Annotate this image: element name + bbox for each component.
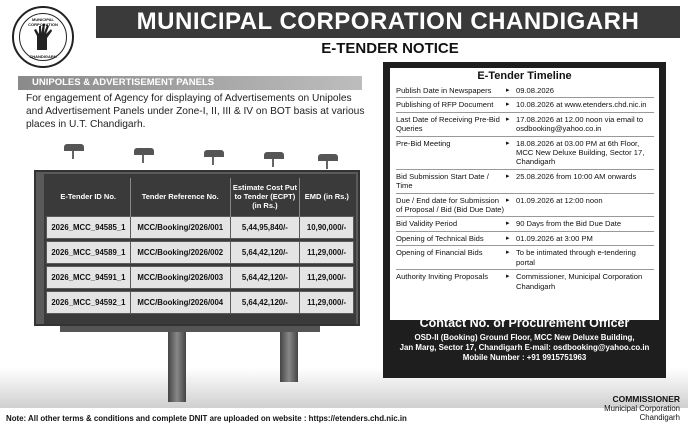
col-reference: Tender Reference No. [130,178,230,216]
timeline-value: ▸ 01.09.2026 at 3:00 PM [506,234,654,243]
timeline-label: Bid Validity Period [396,219,458,229]
lamp-icon [318,154,338,161]
lamp-icon [64,144,84,151]
cell-reference: MCC/Booking/2026/003 [130,266,230,288]
table-row [47,216,354,238]
timeline-label: Opening of Technical Bids [396,233,484,243]
cell-ecpt: 5,64,42,120/- [230,266,300,288]
cell-emd: 11,29,000/- [300,266,354,288]
page-title: MUNICIPAL CORPORATION CHANDIGARH [136,8,640,35]
lamp-arm [142,154,144,163]
timeline-label: Last Date of Receiving Pre-Bid Queries [396,114,500,134]
cell-emd: 10,90,000/- [300,216,354,238]
timeline-row [396,112,654,136]
timeline-label: Bid Submission Start Date / Time [396,171,489,191]
billboard-pole [280,332,298,382]
signatory-title: COMMISSIONER [612,394,680,404]
timeline-list [396,84,654,293]
logo-text-top: MUNICIPAL CORPORATION [28,17,58,27]
lamp-icon [264,152,284,159]
timeline-value: ▸ 25.08.2026 from 10:00 AM onwards [506,172,654,191]
cell-tender-id: 2026_MCC_94592_1 [47,291,131,313]
timeline-label: Due / End date for Submission of Proposal / Bid (Bid Due Date) [396,195,505,215]
tender-table-header [47,178,354,216]
timeline-value: ▸ 17.08.2026 at 12.00 noon via email to osdbooking@yahoo.co.in [506,115,654,134]
timeline-row [396,169,654,193]
timeline-row [396,269,654,293]
col-tender-id: E-Tender ID No. [47,178,131,216]
cell-ecpt: 5,64,42,120/- [230,291,300,313]
billboard-pole [168,332,186,402]
col-emd: EMD (in Rs.) [304,192,349,202]
intro-paragraph: For engagement of Agency for displaying of Advertisements on Unipoles and Advertisement Panels under Zone-I, II, III & IV on BOT basis at various places in U.T. Chandigarh. [26,93,365,130]
mcc-logo [12,6,74,68]
lamp-arm [72,150,74,159]
table-row [47,291,354,313]
timeline-value: ▸ To be intimated through e-tendering portal [506,248,654,267]
timeline-label: Authority Inviting Proposals [396,272,489,282]
timeline-value: ▸ 01.09.2026 at 12:00 noon [506,196,654,215]
cell-reference: MCC/Booking/2026/001 [130,216,230,238]
lamp-arm [326,160,328,169]
tender-table [46,178,354,314]
timeline-row [396,245,654,269]
cell-ecpt: 5,64,42,120/- [230,241,300,263]
timeline-row [396,193,654,217]
timeline-value: ▸ 10.08.2026 at www.etenders.chd.nic.in [506,100,654,109]
contact-title: Contact No. of Procurement Officer [419,316,630,330]
timeline-value: ▸ Commissioner, Municipal Corporation Chandigarh [506,272,654,291]
timeline-label: Publishing of RFP Document [396,100,494,110]
timeline-value: ▸ 18.08.2026 at 03.00 PM at 6th Floor, MCC New Deluxe Building, Sector 17, Chandigarh [506,139,654,167]
col-ecpt: Estimate Cost Put to Tender (ECPT) (in Rs.) [230,178,300,216]
contact-phone: Mobile Number : +91 9915751963 [462,353,587,362]
cell-emd: 11,29,000/- [300,291,354,313]
timeline-value: ▸ 09.08.2026 [506,86,654,95]
notice-subtitle: E-TENDER NOTICE [321,40,459,57]
contact-line: OSD-II (Booking) Ground Floor, MCC New Deluxe Building, [414,333,635,342]
cell-tender-id: 2026_MCC_94585_1 [47,216,131,238]
timeline-row [396,231,654,245]
lamp-icon [204,150,224,157]
timeline-row [396,97,654,111]
cell-emd: 11,29,000/- [300,241,354,263]
footer-note: Note: All other terms & conditions and complete DNIT are uploaded on website : https://etenders.chd.nic.in [6,414,407,423]
signatory-block [590,394,680,422]
timeline-label: Publish Date in Newspapers [396,86,492,95]
table-row [47,241,354,263]
table-row [47,266,354,288]
timeline-title: E-Tender Timeline [477,70,572,82]
timeline-row [396,84,654,97]
section-band-label: UNIPOLES & ADVERTISEMENT PANELS [32,77,215,88]
cell-tender-id: 2026_MCC_94589_1 [47,241,131,263]
lamp-arm [272,158,274,167]
signatory-org: Municipal Corporation [604,404,680,413]
logo-text-bottom: CHANDIGARH [29,54,57,59]
cell-reference: MCC/Booking/2026/002 [130,241,230,263]
timeline-row [396,136,654,169]
cell-ecpt: 5,44,95,840/- [230,216,300,238]
timeline-label: Pre-Bid Meeting [396,138,451,148]
cell-tender-id: 2026_MCC_94591_1 [47,266,131,288]
timeline-label: Opening of Financial Bids [396,248,483,258]
cell-reference: MCC/Booking/2026/004 [130,291,230,313]
timeline-value: ▸ 90 Days from the Bid Due Date [506,219,654,228]
timeline-row [396,216,654,230]
contact-line: Jan Marg, Sector 17, Chandigarh E-mail: osdbooking@yahoo.co.in [399,343,650,352]
lamp-arm [212,156,214,165]
signatory-city: Chandigarh [639,413,680,422]
lamp-icon [134,148,154,155]
